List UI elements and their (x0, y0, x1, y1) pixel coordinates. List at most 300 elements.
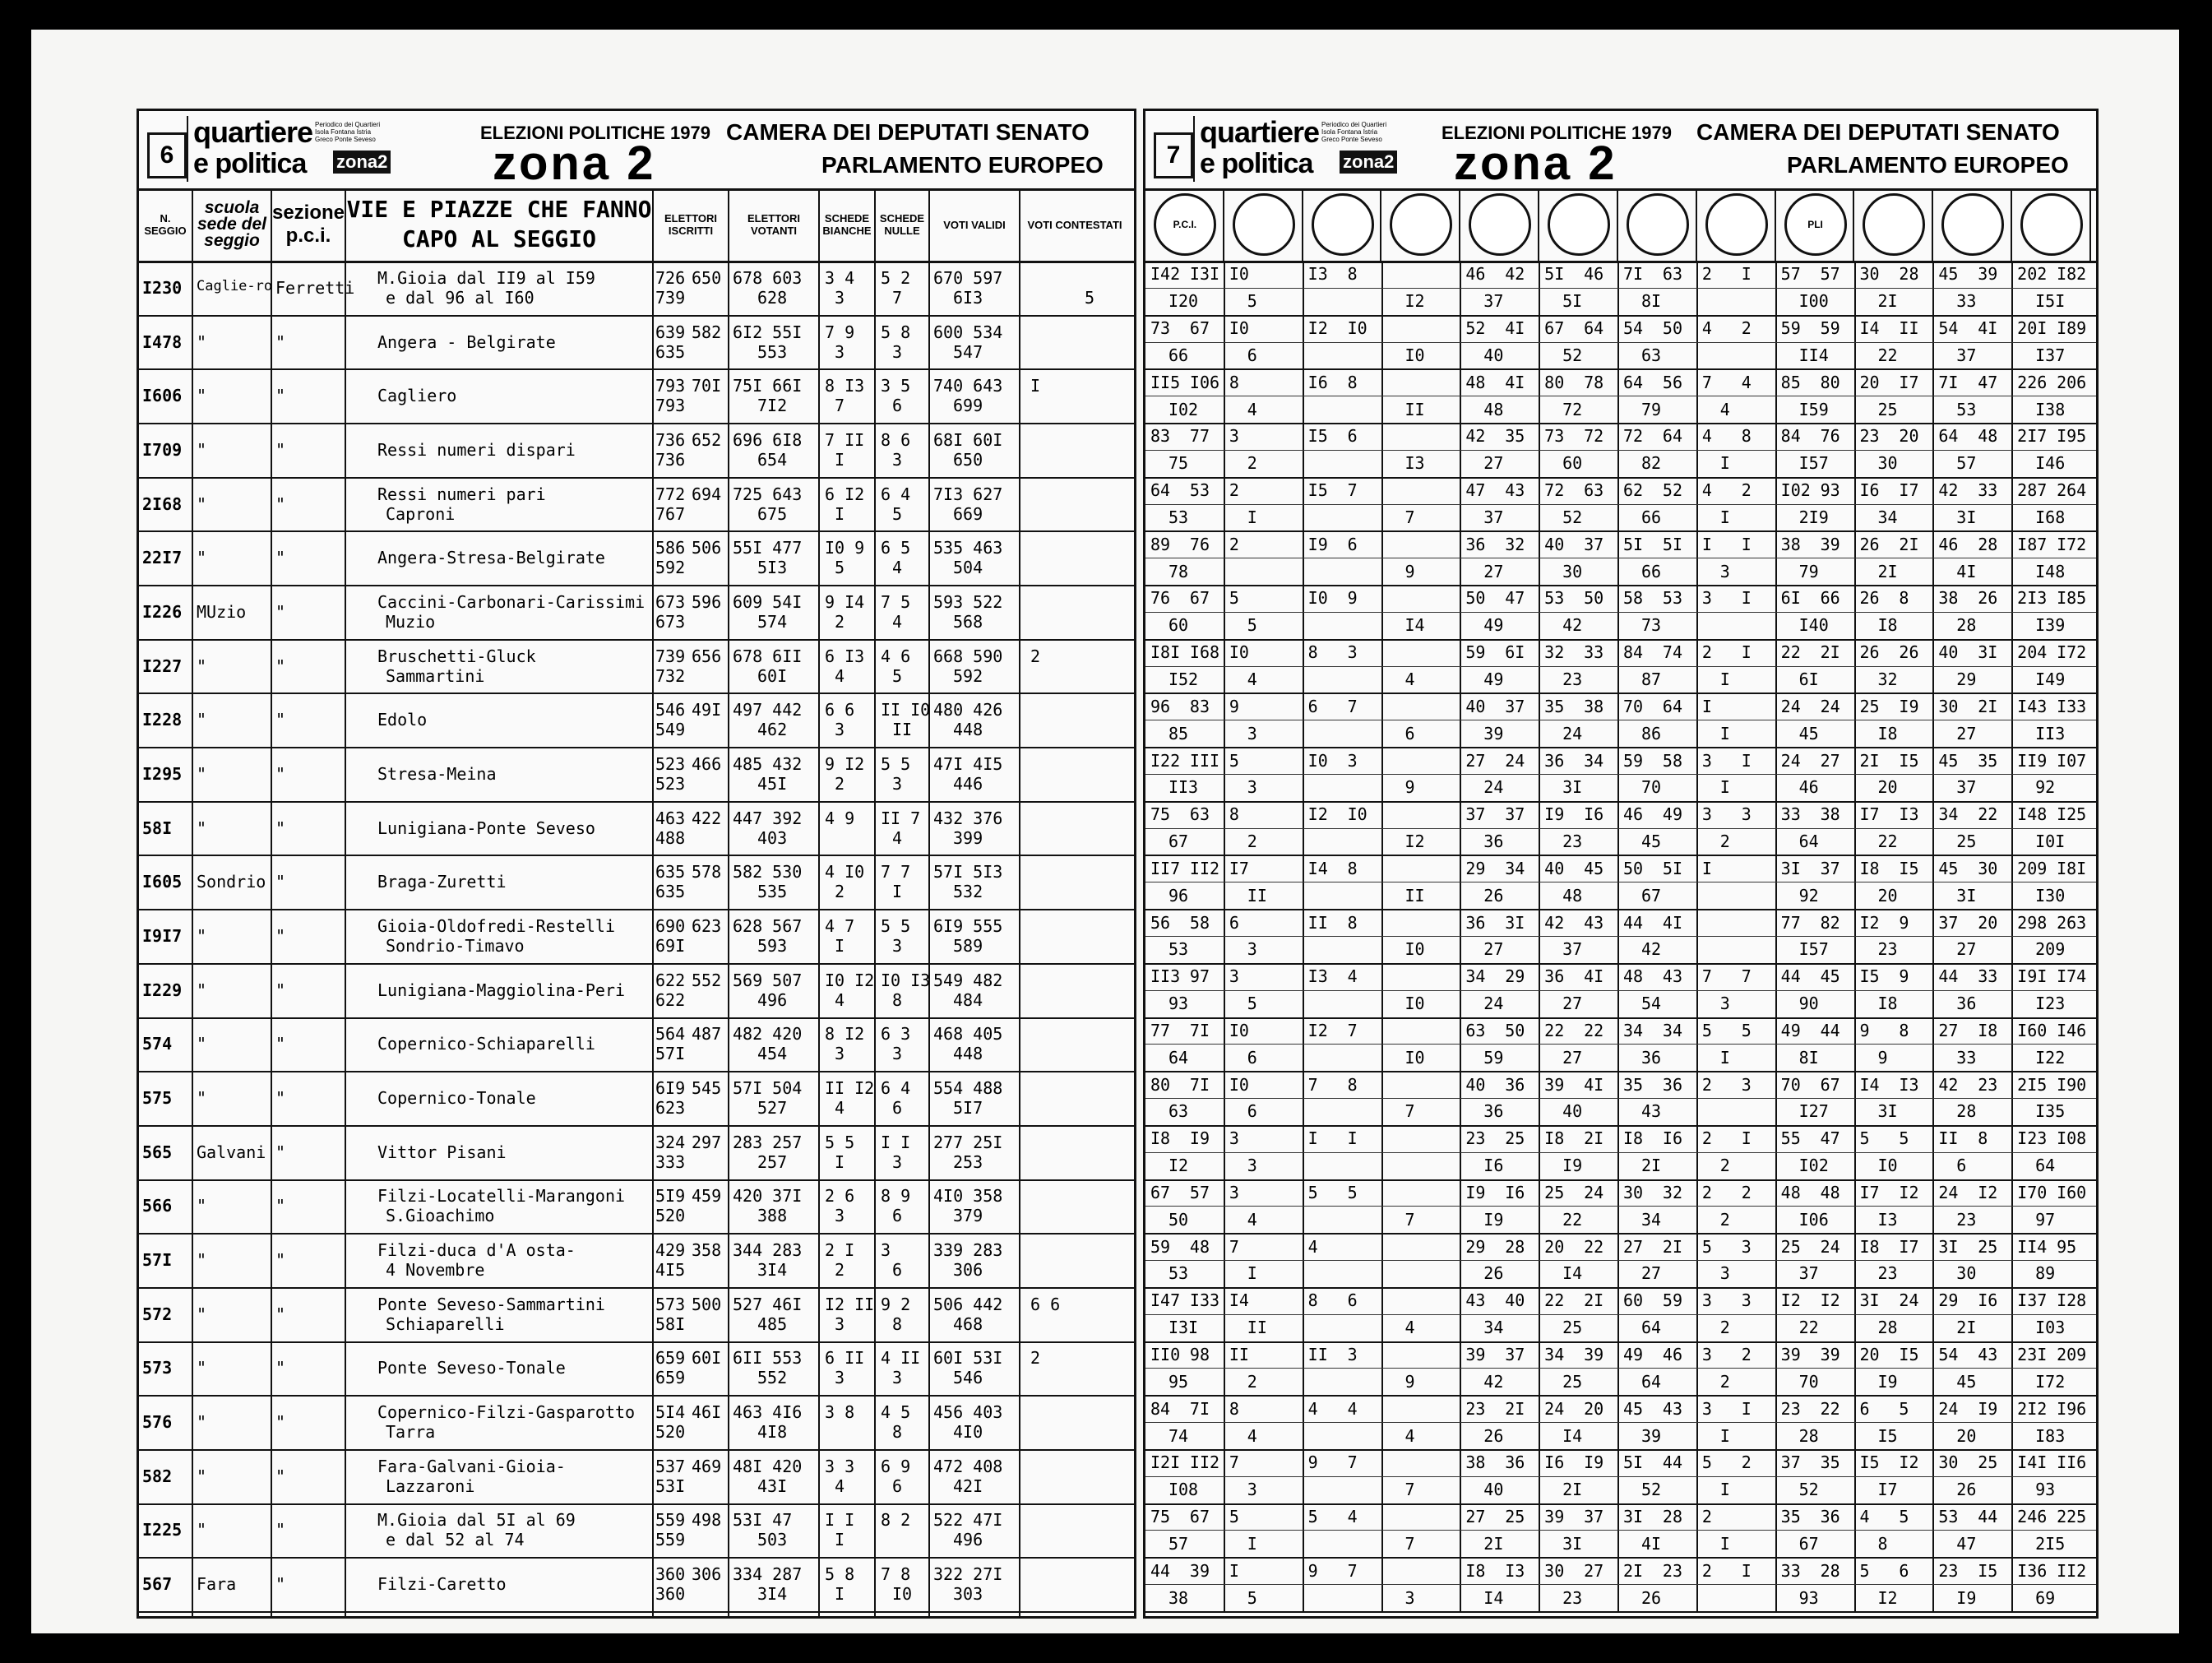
party-vote-upper: 3 (1701, 588, 1712, 609)
party-vote-upper: 83 (1150, 426, 1171, 447)
party-vote-upper: 7 (1347, 696, 1358, 716)
cell-votanti: 420 37I (733, 1186, 803, 1207)
party-vote-upper: I06 (1189, 372, 1220, 392)
brand-logo (187, 115, 388, 182)
party-vote-lower: 3 (1247, 777, 1257, 798)
cell-iscritti-2: 673 (655, 611, 686, 632)
left-page-header (139, 111, 1134, 191)
svp-libertas-icon (2020, 193, 2083, 256)
cell-validi: 6I9 555 (933, 915, 1003, 936)
party-vote-upper: 5 (1701, 1020, 1712, 1040)
table-row (139, 963, 1134, 1019)
party-vote-lower: 27 (1640, 1263, 1662, 1284)
party-vote-upper: 72 (1544, 480, 1565, 501)
cell-sezione: " (275, 1250, 286, 1271)
party-vote-upper: 2 (1741, 318, 1752, 339)
cell-iscritti-2: 659 (655, 1368, 686, 1388)
party-vote-lower: 59 (1483, 1047, 1504, 1068)
cell-votanti: 609 54I (733, 591, 803, 612)
cell-scuola: MUzio (197, 601, 247, 622)
cell-votanti-2: 3I4 (757, 1584, 788, 1605)
cell-via-2: 4 Novembre (386, 1260, 485, 1281)
party-vote-lower: II (1404, 885, 1425, 906)
party-vote-lower: I (1719, 669, 1730, 689)
party-vote-upper: 7 (1701, 372, 1712, 392)
cell-validi-2: 253 (953, 1151, 983, 1172)
party-column-header (1224, 188, 1303, 261)
cell-nulle: II 7 (881, 808, 921, 828)
party-vote-lower: 3 (1247, 1480, 1257, 1500)
brand-subtitle: Periodico dei Quartieri Isola Fontana Istria Greco Ponte Seveso (1321, 121, 1387, 143)
header-schede-nulle: SCHEDE NULLE (876, 188, 930, 261)
party-vote-lower: 28 (1956, 615, 1977, 636)
cell-via-2: S.Gioachimo (386, 1206, 495, 1226)
party-vote-upper: 54 (1938, 318, 1959, 339)
cell-contestati: I (1030, 376, 1041, 396)
party-vote-lower: 92 (1798, 885, 1819, 906)
cell-bianche-2: 3 (835, 720, 845, 740)
cell-nulle-2: 3 (892, 1151, 903, 1172)
cell-iscritti-tot: 297 (692, 1132, 722, 1152)
cell-bianche: 9 I4 (825, 591, 865, 612)
party-vote-upper: 39 (1465, 1345, 1486, 1364)
cell-scuola: " (197, 1358, 207, 1378)
cell-nulle: 6 4 (881, 484, 911, 504)
cell-iscritti-2: 4I5 (655, 1260, 686, 1281)
party-vote-upper: 42 (1938, 480, 1959, 501)
row-midline (1145, 1260, 2096, 1261)
party-vote-lower: 3I (1562, 1533, 1583, 1554)
party-vote-upper: I (1741, 750, 1752, 771)
cell-votanti-2: 552 (757, 1368, 788, 1388)
cell-validi: 60I 53I (933, 1348, 1003, 1369)
party-vote-upper: 83 (1189, 696, 1210, 716)
party-vote-upper: 24 (1544, 1398, 1565, 1419)
cell-iscritti-2: 635 (655, 882, 686, 902)
party-vote-lower: 64 (1640, 1318, 1662, 1338)
cell-nulle-2: I (892, 882, 903, 902)
party-vote-upper: I9 (1307, 534, 1328, 554)
party-vote-upper: 70 (1780, 1074, 1801, 1095)
row-midline (1145, 612, 2096, 613)
cell-bianche: 6 6 (825, 700, 855, 720)
party-vote-upper: 22 (1820, 1398, 1840, 1419)
cell-iscritti-tot: 506 (692, 538, 722, 558)
party-vote-upper: II0 (1150, 1345, 1181, 1364)
party-vote-upper: 45 (1938, 750, 1959, 771)
cell-votanti-2: 3I4 (757, 1260, 788, 1281)
cell-via: Filzi-Caretto (377, 1574, 507, 1595)
table-row (139, 1071, 1134, 1127)
party-vote-upper: 44 (1938, 966, 1959, 987)
party-vote-upper: I8 (1465, 1560, 1486, 1581)
cell-via: Braga-Zuretti (377, 872, 507, 892)
party-vote-upper: 49 (1780, 1020, 1801, 1040)
party-vote-upper: 45 (1820, 966, 1840, 987)
party-vote-upper: I2 (1307, 804, 1328, 825)
party-vote-upper: I33 (2057, 696, 2087, 716)
cell-via: Bruschetti-Gluck (377, 646, 536, 666)
cell-votanti: 57I 504 (733, 1078, 803, 1099)
table-row (1145, 855, 2096, 910)
cell-nulle-2: 3 (892, 1044, 903, 1064)
party-vote-upper: 2I3 (2017, 588, 2048, 609)
party-vote-upper: 2I (1899, 534, 1919, 554)
cell-n-seggio: I229 (142, 980, 183, 1000)
cell-bianche-2: I (835, 449, 845, 470)
party-vote-lower: 3I (1877, 1101, 1898, 1122)
party-vote-upper: I4I (2017, 1452, 2048, 1473)
party-vote-upper: I8 (1623, 1128, 1644, 1149)
cell-via: Ressi numeri dispari (377, 439, 576, 460)
cell-n-seggio: 58I (142, 818, 173, 838)
party-vote-lower: 2I9 (1798, 507, 1829, 527)
cell-n-seggio: 574 (142, 1034, 173, 1054)
party-vote-lower: 27 (1562, 1047, 1583, 1068)
party-vote-upper: 24 (1780, 696, 1801, 716)
cell-iscritti: 5I4 (655, 1402, 686, 1423)
cell-iscritti-tot: 582 (692, 322, 722, 342)
party-vote-upper: 7 (1307, 1074, 1318, 1095)
party-vote-lower: 5 (1247, 291, 1257, 312)
cell-scuola: Sondrio (197, 872, 266, 892)
party-vote-upper: 80 (1544, 372, 1565, 392)
party-vote-lower: 95 (1168, 1371, 1189, 1392)
cell-validi-2: 448 (953, 1044, 983, 1064)
cell-n-seggio: I227 (142, 655, 183, 676)
party-vote-upper: 36 (1465, 912, 1486, 933)
party-vote-upper: I (1741, 1398, 1752, 1419)
party-vote-lower: 25 (1562, 1318, 1583, 1338)
party-vote-upper: 5I (1623, 534, 1644, 554)
party-vote-upper: 40 (1505, 1290, 1525, 1311)
cell-sezione: " (275, 818, 286, 838)
party-vote-upper: 77 (1189, 426, 1210, 447)
table-row (139, 909, 1134, 965)
party-vote-upper: 37 (1938, 912, 1959, 933)
party-vote-upper: 209 (2017, 858, 2048, 878)
cell-via-2: Schiaparelli (386, 1313, 505, 1334)
party-vote-lower: II (1247, 1318, 1267, 1338)
party-vote-lower: I30 (2035, 885, 2066, 906)
cell-iscritti-tot: 70I (692, 376, 722, 396)
party-vote-lower: I (1247, 1533, 1257, 1554)
row-midline (1145, 1152, 2096, 1153)
table-row (1145, 1395, 2096, 1451)
party-vote-upper: I3 (1505, 1560, 1525, 1581)
cell-via: M.Gioia dal II9 al I59 (377, 267, 595, 288)
party-vote-upper: 37 (1505, 696, 1525, 716)
cell-votanti-2: 60I (757, 665, 788, 686)
party-vote-upper: 40 (1544, 858, 1565, 878)
table-row (139, 1557, 1134, 1613)
party-vote-upper: II5 (1150, 372, 1181, 392)
cell-via: Ponte Seveso-Sammartini (377, 1294, 605, 1314)
party-vote-upper: I2 (1978, 1182, 1998, 1202)
cell-via-2: Caproni (386, 503, 456, 524)
party-vote-upper: II7 (1150, 858, 1181, 878)
cell-via-2: Sondrio-Timavo (386, 935, 525, 956)
party-vote-lower: 23 (1562, 1587, 1583, 1608)
party-vote-upper: I7 (1899, 372, 1919, 392)
brand-line1: quartiere (1200, 115, 1320, 149)
party-vote-upper: 4 (1701, 480, 1712, 501)
party-vote-upper: I5 (1899, 750, 1919, 771)
party-vote-upper: 38 (1584, 696, 1604, 716)
cell-iscritti: 739 (655, 646, 686, 666)
party-vote-upper: 48 (1820, 1182, 1840, 1202)
party-vote-upper: 202 (2017, 264, 2048, 285)
party-vote-upper: 8 (1307, 642, 1318, 663)
party-vote-upper: 3I (1978, 642, 1998, 663)
party-vote-upper: I (1741, 264, 1752, 285)
cell-via: Cagliero (377, 386, 457, 406)
cell-bianche: 6 II (825, 1348, 865, 1369)
party-vote-upper: 32 (1662, 1182, 1682, 1202)
cell-bianche-2: I (835, 935, 845, 956)
party-vote-lower: 5 (1247, 1587, 1257, 1608)
party-vote-upper: II2 (1189, 858, 1220, 878)
cell-iscritti: 726 (655, 267, 686, 288)
table-row (139, 1179, 1134, 1235)
party-vote-lower: 79 (1640, 399, 1662, 419)
cell-sezione: " (275, 1142, 286, 1162)
cell-n-seggio: 566 (142, 1196, 173, 1216)
party-vote-upper: I6 (1544, 1452, 1565, 1473)
cell-votanti: 527 46I (733, 1294, 803, 1314)
table-row (1145, 1017, 2096, 1073)
cell-votanti-2: 675 (757, 503, 788, 524)
cell-n-seggio: I478 (142, 331, 183, 352)
party-vote-lower: I2 (1877, 1587, 1898, 1608)
party-vote-upper: 39 (1780, 1345, 1801, 1364)
party-vote-upper: 24 (1505, 750, 1525, 771)
party-vote-upper: I48 (2017, 804, 2048, 825)
party-vote-lower: 64 (2035, 1156, 2056, 1176)
party-vote-lower: 4I (1640, 1533, 1662, 1554)
cell-validi: 549 482 (933, 970, 1003, 990)
party-vote-lower: 22 (1798, 1318, 1819, 1338)
party-vote-lower: 30 (1956, 1263, 1977, 1284)
cell-votanti: 6II 553 (733, 1348, 803, 1369)
row-midline (1145, 1098, 2096, 1099)
table-row (1145, 477, 2096, 533)
party-vote-upper: 5 (1307, 1507, 1318, 1527)
party-vote-upper: 47 (1465, 480, 1486, 501)
cell-bianche-2: 3 (835, 1044, 845, 1064)
party-vote-upper: 70 (1623, 696, 1644, 716)
party-vote-lower: I20 (1168, 291, 1199, 312)
party-vote-upper: 35 (1780, 1507, 1801, 1527)
cell-iscritti-tot: 552 (692, 970, 722, 990)
cell-iscritti: 772 (655, 484, 686, 504)
cell-nulle: 7 7 (881, 862, 911, 882)
msi-flame-icon (1469, 193, 1531, 256)
party-vote-upper: 35 (1623, 1074, 1644, 1095)
cell-sezione: " (275, 1466, 286, 1486)
party-vote-lower: 25 (1562, 1371, 1583, 1392)
party-vote-upper: 8 (1978, 1128, 1988, 1149)
party-vote-lower: 5I (1562, 291, 1583, 312)
party-vote-lower: I00 (1798, 291, 1829, 312)
cell-via: Angera - Belgirate (377, 331, 556, 352)
party-vote-upper: 64 (1662, 426, 1682, 447)
header-vie: VIE E PIAZZE CHE FANNO CAPO AL SEGGIO (346, 188, 654, 261)
party-vote-upper: I8 (1859, 1236, 1880, 1257)
cell-via: Copernico-Filzi-Gasparotto (377, 1402, 636, 1423)
cell-iscritti-tot: 49I (692, 700, 722, 720)
party-vote-upper: 3 (1229, 1182, 1239, 1202)
party-vote-upper: 54 (1623, 318, 1644, 339)
cell-votanti: 678 603 (733, 267, 803, 288)
party-vote-lower: 74 (1168, 1425, 1189, 1446)
party-vote-lower: 38 (1168, 1587, 1189, 1608)
party-vote-lower: 23 (1877, 1263, 1898, 1284)
party-vote-upper: 26 (1859, 642, 1880, 663)
party-vote-upper: 2I (1584, 1290, 1604, 1311)
cell-iscritti: 673 (655, 591, 686, 612)
party-vote-lower: 2 (1719, 1209, 1730, 1230)
party-vote-lower: I5 (1877, 1425, 1898, 1446)
party-vote-upper: 62 (1623, 480, 1644, 501)
table-row (1145, 1449, 2096, 1505)
party-vote-upper: 2I5 (2017, 1074, 2048, 1095)
party-vote-lower: II3 (2035, 723, 2066, 743)
party-vote-upper: I9 (1584, 1452, 1604, 1473)
party-vote-upper: I9 (1544, 804, 1565, 825)
cell-bianche-2: I (835, 1584, 845, 1605)
table-row (1145, 315, 2096, 371)
party-vote-upper: 3I (1623, 1507, 1644, 1527)
cell-iscritti-tot: 466 (692, 753, 722, 774)
party-vote-upper: I7 (1859, 1182, 1880, 1202)
party-vote-lower: 27 (1483, 561, 1504, 581)
party-vote-lower: I (1719, 777, 1730, 798)
party-vote-upper: I2 (1780, 1290, 1801, 1311)
party-vote-upper: 3I (1938, 1236, 1959, 1257)
party-vote-lower: 23 (1877, 939, 1898, 960)
party-vote-upper: 2 (1741, 1452, 1752, 1473)
cell-scuola: " (197, 763, 207, 784)
party-column-header (1933, 188, 2012, 261)
party-vote-upper: 59 (1820, 318, 1840, 339)
party-vote-lower: 4 (1247, 1425, 1257, 1446)
party-vote-lower: 7 (1404, 1533, 1415, 1554)
row-midline (1145, 1368, 2096, 1369)
cell-validi: 554 488 (933, 1078, 1003, 1099)
party-vote-upper: 22 (1584, 1020, 1604, 1040)
party-vote-lower: 60 (1562, 453, 1583, 474)
party-vote-lower: I4 (1404, 615, 1425, 636)
party-vote-upper: 44 (1662, 1452, 1682, 1473)
party-vote-lower: 36 (1640, 1047, 1662, 1068)
nuova-sinistra-unita-icon (1312, 193, 1374, 256)
table-row (1145, 261, 2096, 317)
cell-bianche: 7 9 (825, 322, 855, 342)
cell-votanti: 569 507 (733, 970, 803, 990)
table-row (139, 747, 1134, 803)
party-vote-upper: 7I (1189, 1398, 1210, 1419)
party-vote-upper: 28 (1820, 1560, 1840, 1581)
party-vote-upper: 46 (1584, 264, 1604, 285)
party-vote-lower: 2I (1956, 1318, 1977, 1338)
party-vote-upper: 5 (1859, 1128, 1870, 1149)
party-vote-lower: I8 (1877, 723, 1898, 743)
party-vote-lower: 7 (1404, 507, 1415, 527)
cell-validi-2: 6I3 (953, 287, 983, 308)
party-vote-upper: 8 (1899, 1020, 1909, 1040)
party-vote-lower: 9 (1404, 1371, 1415, 1392)
party-vote-lower: 37 (1956, 345, 1977, 365)
cell-nulle-2: 6 (892, 1475, 903, 1496)
cell-bianche-2: 3 (835, 1313, 845, 1334)
cell-sezione: " (275, 1358, 286, 1378)
cell-votanti-2: 462 (757, 720, 788, 740)
party-vote-upper: 40 (1465, 1074, 1486, 1095)
party-vote-lower: 4 (1719, 399, 1730, 419)
party-vote-lower: 4 (1404, 1318, 1415, 1338)
cell-scuola: " (197, 818, 207, 838)
party-vote-upper: 67 (1189, 588, 1210, 609)
party-vote-upper: I07 (2057, 750, 2087, 771)
party-vote-lower: 27 (1483, 453, 1504, 474)
party-vote-upper: 58 (1189, 912, 1210, 933)
cell-scuola: " (197, 386, 207, 406)
cell-via: Gioia-Oldofredi-Restelli (377, 915, 615, 936)
cell-nulle-2: 6 (892, 1098, 903, 1119)
cell-iscritti-tot: 652 (692, 429, 722, 450)
cell-votanti-2: 388 (757, 1206, 788, 1226)
party-vote-upper: 3 (1701, 1290, 1712, 1311)
party-vote-lower: I (1719, 507, 1730, 527)
party-vote-upper: 6I (1780, 588, 1801, 609)
table-row (139, 1395, 1134, 1451)
party-vote-upper: 225 (2057, 1507, 2087, 1527)
cell-validi-2: 592 (953, 665, 983, 686)
party-vote-upper: 42 (1505, 264, 1525, 285)
party-vote-upper: 36 (1505, 1074, 1525, 1095)
table-row (139, 585, 1134, 641)
cell-nulle: 8 2 (881, 1510, 911, 1531)
cell-iscritti: 523 (655, 753, 686, 774)
party-vote-upper: 3 (1229, 966, 1239, 987)
party-vote-upper: I6 (1978, 1290, 1998, 1311)
party-vote-upper: 23 (1780, 1398, 1801, 1419)
row-midline (1145, 1206, 2096, 1207)
party-vote-upper: 37 (1584, 534, 1604, 554)
cell-contestati-2: 5 (1085, 287, 1095, 308)
party-vote-upper: I3 (1899, 804, 1919, 825)
party-vote-upper: 27 (1465, 1507, 1486, 1527)
party-column-header (1539, 188, 1618, 261)
party-vote-upper: 7I (1623, 264, 1644, 285)
party-vote-lower: I3I (1168, 1318, 1199, 1338)
cell-contestati: 6 6 (1030, 1294, 1061, 1314)
table-row (139, 423, 1134, 479)
cell-votanti: 696 6I8 (733, 429, 803, 450)
cell-nulle-2: 8 (892, 989, 903, 1010)
party-vote-upper: 7I (1189, 1074, 1210, 1095)
party-vote-lower: 42 (1483, 1371, 1504, 1392)
party-vote-upper: I2 (1859, 912, 1880, 933)
party-vote-upper: 9 (1307, 1452, 1318, 1473)
party-vote-upper: I37 (2017, 1290, 2048, 1311)
party-vote-upper: 59 (1780, 318, 1801, 339)
cell-iscritti: 659 (655, 1348, 686, 1369)
header-schede-bianche: SCHEDE BIANCHE (820, 188, 876, 261)
brand-line2: e politica (1200, 148, 1313, 179)
cell-bianche: 8 I2 (825, 1024, 865, 1045)
